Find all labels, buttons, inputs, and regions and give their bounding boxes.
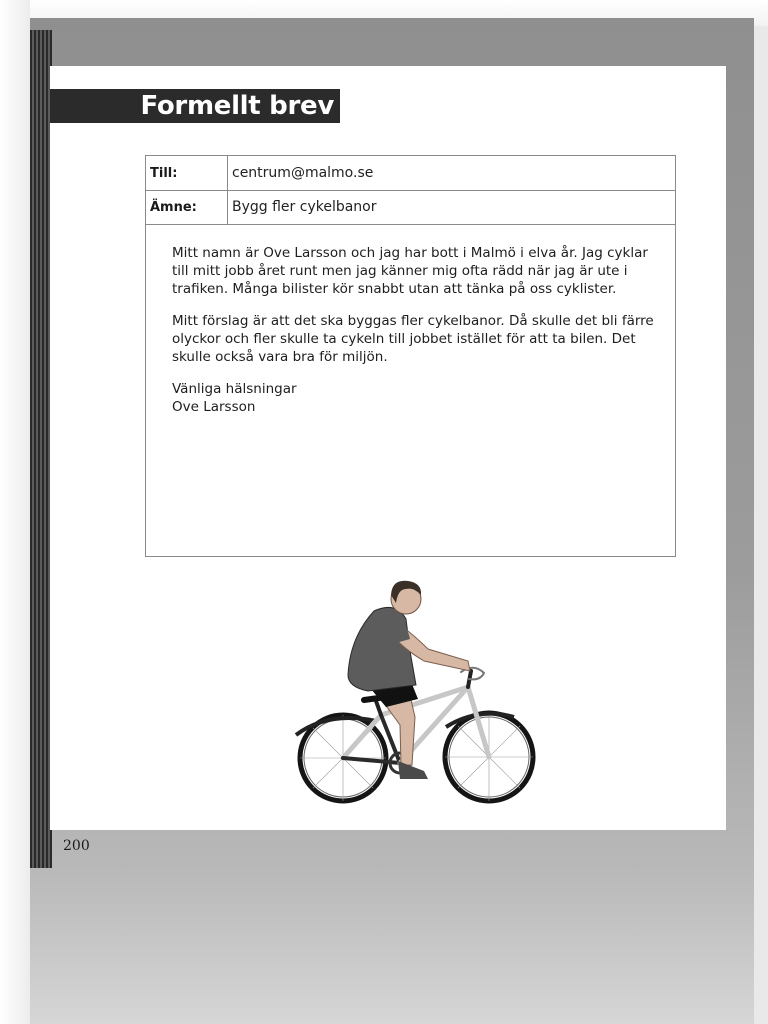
to-label: Till: — [146, 156, 228, 190]
letter-paragraph: Mitt förslag är att det ska byggas fler cykelbanor. Då skulle det bli färre olyckor och fler skulle ta cykeln till jobbet istället för att ta bilen. Det skulle också vara bra för miljön. — [172, 313, 654, 365]
title-banner — [50, 89, 340, 123]
cyclist-illustration — [288, 575, 544, 810]
letter-signature: Ove Larsson — [172, 399, 256, 415]
letter-body — [172, 244, 667, 416]
to-row — [146, 156, 675, 191]
page-title: Formellt brev — [140, 91, 334, 121]
page-number: 200 — [63, 838, 90, 854]
scan-margin — [0, 0, 30, 1024]
subject-value: Bygg fler cykelbanor — [232, 199, 377, 215]
letter-form — [145, 155, 676, 557]
book-page-edges — [30, 30, 52, 868]
subject-label: Ämne: — [146, 190, 228, 224]
letter-paragraph: Mitt namn är Ove Larsson och jag har bott i Malmö i elva år. Jag cyklar till mitt jobb året runt men jag känner mig ofta rädd när jag är ute i trafiken. Många bilister kör snabbt utan att tänka på oss cyklister. — [172, 245, 648, 297]
letter-closing: Vänliga hälsningar — [172, 381, 297, 397]
to-value: centrum@malmo.se — [232, 165, 374, 181]
subject-row — [146, 190, 675, 225]
